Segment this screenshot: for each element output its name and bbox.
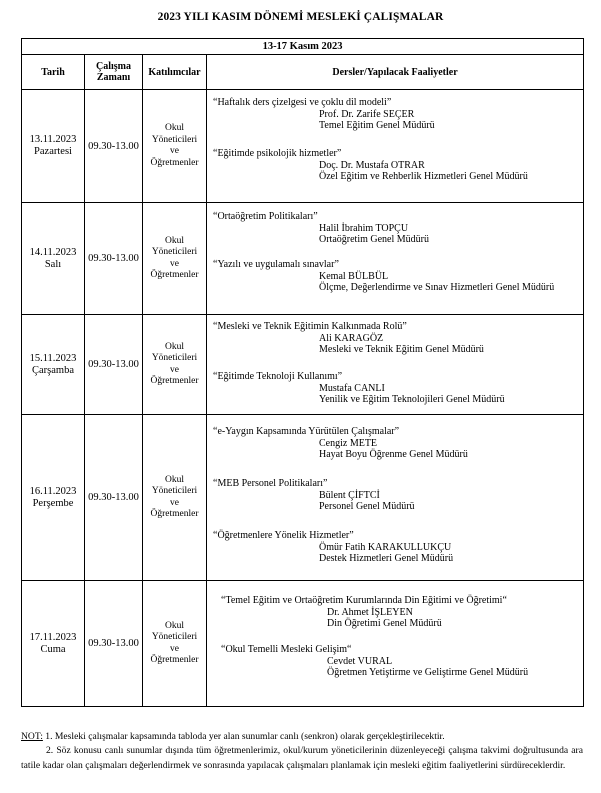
activity-item [213, 478, 579, 513]
activity-item [213, 371, 579, 406]
participants-line: ve [170, 258, 179, 269]
participants-line: Okul [165, 235, 184, 246]
table-row [22, 203, 584, 315]
time-cell: 09.30-13.00 [85, 90, 143, 203]
day-name: Cuma [40, 643, 66, 655]
speaker-unit: Ölçme, Değerlendirme ve Sınav Hizmetleri Genel Müdürü [319, 282, 555, 293]
speaker-unit: Hayat Boyu Öğrenme Genel Müdürü [319, 449, 468, 460]
day-name: Perşembe [32, 497, 74, 509]
participants-line: Yöneticileri [151, 134, 198, 145]
activity-item [213, 259, 579, 294]
time-cell: 09.30-13.00 [85, 415, 143, 581]
participants-cell [143, 315, 207, 415]
speaker-name: Halil İbrahim TOPÇU [319, 222, 409, 234]
speaker-unit: Yenilik ve Eğitim Teknolojileri Genel Müdürü [319, 394, 505, 405]
speaker-name: Cengiz METE [319, 437, 378, 449]
speaker-unit: Destek Hizmetleri Genel Müdürü [319, 553, 454, 564]
activity-topic: “MEB Personel Politikaları” [213, 478, 328, 489]
day-name: Salı [44, 258, 62, 270]
date-cell [22, 415, 85, 581]
participants-line: Öğretmenler [150, 509, 199, 519]
participants-line: ve [170, 364, 179, 375]
speaker-name: Cevdet VURAL [327, 655, 393, 667]
table-row [22, 581, 584, 707]
header-date: Tarih [22, 55, 85, 90]
day-name: Çarşamba [32, 364, 74, 376]
activity-item [213, 530, 579, 565]
participants-line: Okul [165, 620, 184, 631]
participants-line: Okul [165, 341, 184, 352]
week-header-row [22, 39, 584, 55]
note-1-text: 1. Mesleki çalışmalar kapsamında tabloda yer alan sunumlar canlı (senkron) olarak gerçekleştirilecektir. [42, 731, 445, 742]
activity-topic: “e-Yaygın Kapsamında Yürütülen Çalışmalar” [213, 426, 400, 437]
activity-topic: “Mesleki ve Teknik Eğitimin Kalkınmada Rolü” [213, 321, 407, 332]
note-2: 2. Söz konusu canlı sunumlar dışında tüm öğretmenlerimiz, okul/kurum yöneticilerinin düzenleyeceği çalışma takvimi doğrultusunda ara tatile kadar olan çalışmaları değerlendirmek ve sonrasında yapılacak çalışmaları planlamak için mesleki eğitim faaliyetlerini sürdüreceklerdir. [21, 745, 583, 771]
speaker-unit: Mesleki ve Teknik Eğitim Genel Müdürü [319, 344, 484, 355]
participants-line: ve [170, 146, 179, 156]
day-name: Pazartesi [34, 146, 72, 157]
time-cell: 09.30-13.00 [85, 581, 143, 707]
date-value: 17.11.2023 [29, 631, 77, 643]
participants-line: ve [170, 497, 179, 508]
participants-line: Öğretmenler [150, 270, 199, 280]
activities-cell [207, 315, 584, 415]
participants-line: Öğretmenler [150, 655, 199, 665]
date-value: 14.11.2023 [29, 246, 77, 258]
activities-cell [207, 581, 584, 707]
participants-line: Okul [165, 474, 184, 485]
activity-topic: “Eğitimde Teknoloji Kullanımı” [213, 371, 343, 382]
speaker-unit: Özel Eğitim ve Rehberlik Hizmetleri Genel Müdürü [319, 171, 528, 182]
date-cell [22, 90, 85, 203]
date-value: 15.11.2023 [29, 352, 77, 364]
activity-item [213, 321, 579, 356]
participants-cell [143, 415, 207, 581]
speaker-name: Ömür Fatih KARAKULLUKÇU [319, 541, 452, 553]
participants-line: Okul [165, 123, 184, 133]
activity-topic: “Eğitimde psikolojik hizmetler” [213, 148, 342, 159]
table-row [22, 315, 584, 415]
notes-label: NOT: [21, 731, 43, 742]
header-time-line2: Zamanı [96, 72, 131, 83]
activity-item [213, 426, 579, 461]
activity-topic: “Temel Eğitim ve Ortaöğretim Kurumlarında Din Eğitimi ve Öğretimi“ [221, 595, 507, 606]
activity-topic: “Yazılı ve uygulamalı sınavlar” [213, 259, 339, 270]
activity-item [213, 97, 579, 132]
participants-cell [143, 581, 207, 707]
table-row [22, 415, 584, 581]
activity-topic: “Ortaöğretim Politikaları” [213, 211, 318, 222]
speaker-name: Mustafa CANLI [319, 382, 385, 394]
speaker-unit: Din Öğretimi Genel Müdürü [327, 618, 442, 629]
activity-item [213, 148, 579, 183]
activities-cell [207, 415, 584, 581]
participants-line: Yöneticileri [151, 247, 198, 257]
speaker-name: Doç. Dr. Mustafa OTRAR [319, 159, 425, 171]
header-time-line1: Çalışma [96, 61, 131, 72]
activity-topic: “Okul Temelli Mesleki Gelişim“ [221, 644, 352, 655]
participants-line: Öğretmenler [150, 157, 199, 168]
date-cell [22, 581, 85, 707]
speaker-unit: Personel Genel Müdürü [319, 501, 415, 512]
activities-cell [207, 90, 584, 203]
speaker-name: Kemal BÜLBÜL [319, 270, 389, 282]
activity-topic: “Öğretmenlere Yönelik Hizmetler” [213, 530, 354, 541]
participants-line: ve [170, 643, 179, 654]
speaker-unit: Ortaöğretim Genel Müdürü [319, 234, 429, 245]
speaker-name: Prof. Dr. Zarife SEÇER [319, 108, 415, 120]
date-cell [22, 203, 85, 315]
activity-item [221, 644, 579, 679]
date-value: 13.11.2023 [29, 134, 77, 145]
participants-line: Yöneticileri [151, 632, 198, 642]
header-time [85, 55, 143, 90]
table-row [22, 90, 584, 203]
week-label: 13-17 Kasım 2023 [22, 39, 584, 55]
column-header-row [22, 55, 584, 90]
note-1 [21, 730, 583, 744]
speaker-name: Ali KARAGÖZ [319, 332, 384, 344]
date-value: 16.11.2023 [29, 485, 77, 497]
speaker-name: Dr. Ahmet İŞLEYEN [327, 606, 413, 618]
document-title: 2023 YILI KASIM DÖNEMİ MESLEKİ ÇALIŞMALAR [157, 11, 444, 23]
participants-line: Yöneticileri [151, 486, 198, 496]
date-cell [22, 315, 85, 415]
activity-topic: “Haftalık ders çizelgesi ve çoklu dil modeli” [213, 97, 392, 108]
speaker-unit: Öğretmen Yetiştirme ve Geliştirme Genel Müdürü [327, 667, 529, 678]
header-activities: Dersler/Yapılacak Faaliyetler [207, 55, 584, 90]
notes-section [21, 730, 583, 773]
time-cell: 09.30-13.00 [85, 203, 143, 315]
speaker-name: Bülent ÇİFTCİ [319, 489, 380, 501]
schedule-table [21, 38, 584, 707]
participants-line: Öğretmenler [150, 376, 199, 386]
activity-item [221, 595, 579, 630]
header-participants: Katılımcılar [143, 55, 207, 90]
participants-line: Yöneticileri [151, 353, 198, 363]
time-cell: 09.30-13.00 [85, 315, 143, 415]
participants-cell [143, 90, 207, 203]
activity-item [213, 211, 579, 246]
speaker-unit: Temel Eğitim Genel Müdürü [319, 120, 435, 131]
participants-cell [143, 203, 207, 315]
activities-cell [207, 203, 584, 315]
